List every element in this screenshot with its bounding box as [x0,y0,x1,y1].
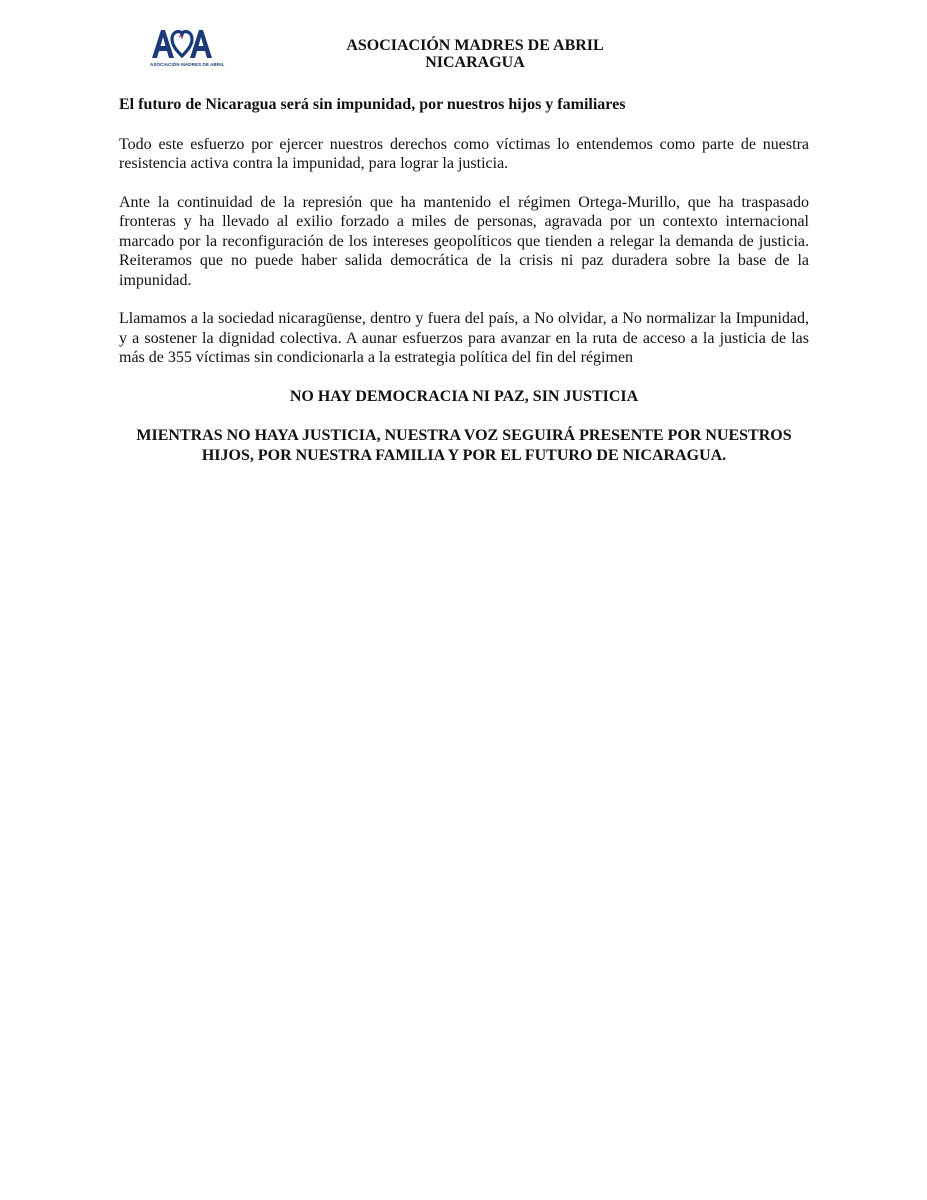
paragraph-1: Todo este esfuerzo por ejercer nuestros derechos como víctimas lo entendemos como parte de nuestra resistencia activa contra la impunidad, para lograr la justicia. [119,135,809,172]
organization-logo [150,24,225,72]
organization-name: ASOCIACIÓN MADRES DE ABRIL [346,37,604,54]
logo-mark-icon [150,24,214,62]
organization-country: NICARAGUA [425,54,525,71]
letterhead [300,37,650,71]
closing-statement-1: NO HAY DEMOCRACIA NI PAZ, SIN JUSTICIA [289,387,639,405]
logo-caption: ASOCIACIÓN MADRES DE ABRIL [150,62,225,67]
paragraph-3: Llamamos a la sociedad nicaragüense, dentro y fuera del país, a No olvidar, a No normalizar la Impunidad, y a sostener la dignidad colectiva. A aunar esfuerzos para avanzar en la ruta de acceso a la justicia de las más de 355 víctimas sin condicionarla a la estrategia política del fin del régimen [119,310,809,366]
closing-statement-2: MIENTRAS NO HAYA JUSTICIA, NUESTRA VOZ SEGUIRÁ PRESENTE POR NUESTROS HIJOS, POR NUESTRA FAMILIA Y POR EL FUTURO DE NICARAGUA. [136,427,792,464]
document-title: El futuro de Nicaragua será sin impunidad, por nuestros hijos y familiares [119,96,626,113]
paragraph-2: Ante la continuidad de la represión que ha mantenido el régimen Ortega-Murillo, que ha traspasado fronteras y ha llevado al exilio forzado a miles de personas, agravada por un contexto internacional marcado por la reconfiguración de los intereses geopolíticos que tienden a relegar la demanda de justicia. Reiteramos que no puede haber salida democrática de la crisis ni paz duradera sobre la base de la impunidad. [119,193,809,289]
document-body [119,95,809,465]
